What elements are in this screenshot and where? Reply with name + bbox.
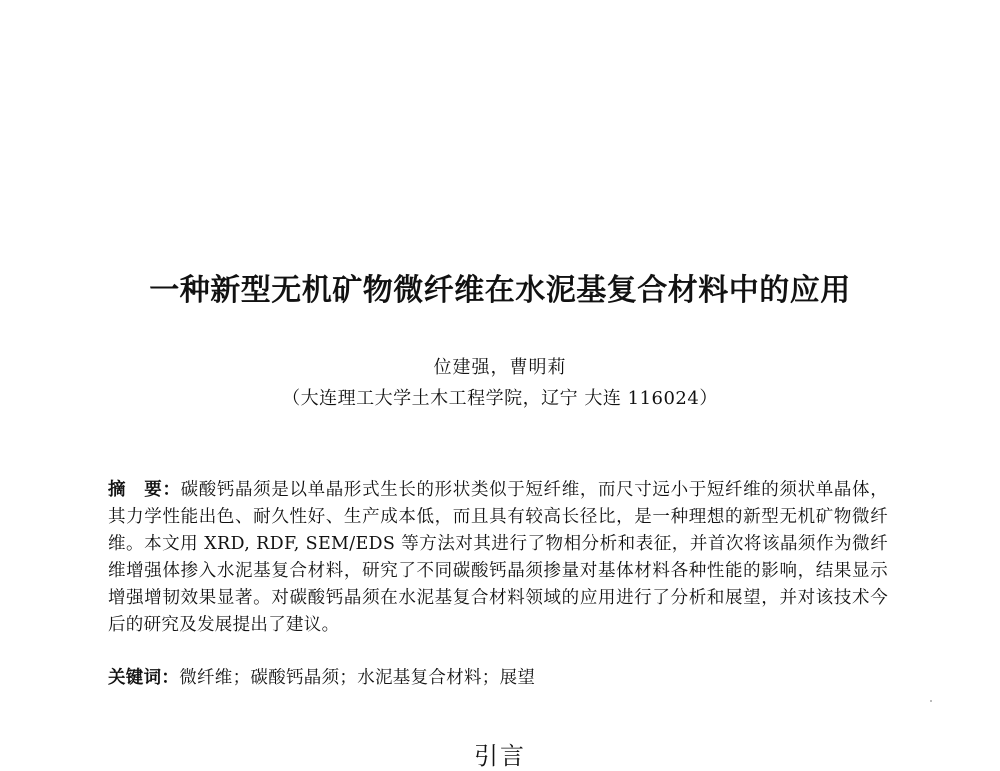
paper-affiliation: （大连理工大学土木工程学院，辽宁 大连 116024） [282, 388, 718, 409]
keywords-label: 关键词： [108, 668, 180, 688]
keywords-text: 微纤维；碳酸钙晶须；水泥基复合材料；展望 [179, 668, 536, 688]
paper-authors: 位建强，曹明莉 [433, 357, 567, 378]
abstract-label: 摘 要： [108, 480, 181, 500]
section-heading-introduction: 引言 [474, 742, 526, 770]
abstract-text: 碳酸钙晶须是以单晶形式生长的形状类似于短纤维，而尺寸远小于短纤维的须状单晶体，其力学性能出色、耐久性好、生产成本低，而且具有较高长径比，是一种理想的新型无机矿物微纤维。本文用 XRD, RDF, SEM/EDS 等方法对其进行了物相分析和表征，并首次将该晶须作为微纤维增强体掺入水泥基复合材料，研究了不同碳酸钙晶须掺量对基体材料各种性能的影响，结果显示增强增韧效果显著。对碳酸钙晶须在水泥基复合材料领域的应用进行了分析和展望，并对该技术今后的研究及发展提出了建议。 [108, 480, 888, 635]
abstract-block [108, 477, 888, 639]
paper-title: 一种新型无机矿物微纤维在水泥基复合材料中的应用 [149, 273, 851, 308]
scan-speck [930, 700, 932, 702]
keywords-block [108, 665, 888, 692]
